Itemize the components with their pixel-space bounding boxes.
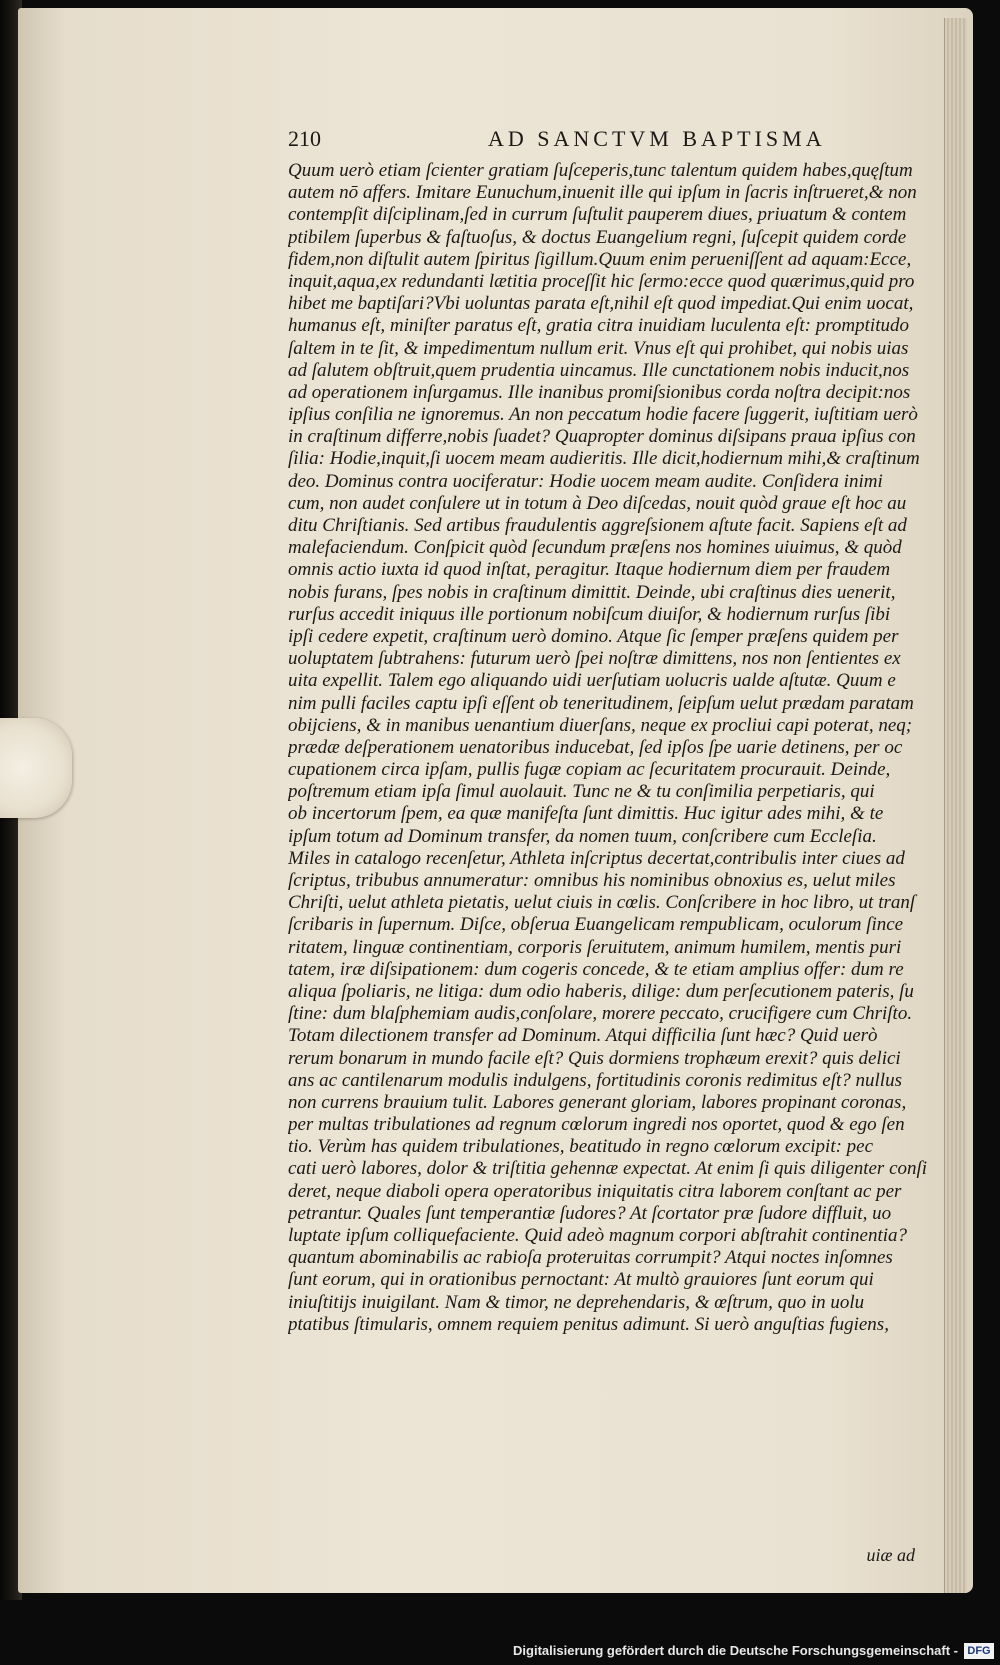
text-line: ptatibus ſtimularis, omnem requiem penitus adimunt. Si uerò anguſtias fugiens, <box>288 1313 889 1335</box>
text-line: ipſius conſilia ne ignoremus. An non peccatum hodie facere ſuggerit, iuſtitiam uerò <box>288 404 918 426</box>
text-line: nim pulli faciles captu ipſi eſſent ob teneritudinem, ſeipſum uelut prædam paratam <box>288 692 914 714</box>
running-head: AD SANCTVM BAPTISMA <box>488 126 826 151</box>
text-line: ob incertorum ſpem, ea quæ manifeſta ſunt dimittis. Huc igitur ades mihi, & te <box>288 803 884 825</box>
text-line: ans ac cantilenarum modulis indulgens, fortitudinis coronis redimitus eſt? nullus <box>288 1069 902 1091</box>
text-line: poſtremum etiam ipſa ſimul auolauit. Tunc ne & tu conſimilia perpetiaris, qui <box>288 781 875 803</box>
page-header <box>288 126 858 156</box>
text-line: ſaltem in te ſit, & impedimentum nullum erit. Vnus eſt qui prohibet, qui nobis uias <box>288 337 909 359</box>
text-line: tio. Verùm has quidem tribulationes, beatitudo in regno cœlorum excipit: pec <box>288 1136 874 1158</box>
text-line: ipſum totum ad Dominum transfer, da nomen tuum, conſcribere cum Eccleſia. <box>288 825 877 847</box>
text-line: contempſit diſciplinam,ſed in currum ſuſtulit pauperem diues, priuatum & contem <box>288 204 907 226</box>
text-line: ditu Chriſtianis. Sed artibus fraudulentis aggreſsionem aſtute facit. Sapiens eſt ad <box>288 515 907 536</box>
text-line: uita expellit. Talem ego aliquando uidi uerſutiam uolucris ualde aſtutæ. Quum e <box>288 670 896 692</box>
text-line: luptate ipſum colliquefaciente. Quid adeò magnum corpori abſtrahit continentia? <box>288 1225 908 1246</box>
text-line: ſunt eorum, qui in orationibus pernoctant: At multò grauiores ſunt eorum qui <box>288 1269 874 1291</box>
text-line: petrantur. Quales ſunt temperantiæ ſudores? At ſcortator præ ſudore diffluit, uo <box>288 1202 892 1224</box>
text-line: Quum uerò etiam ſcienter gratiam ſuſceperis,tunc talentum quidem habes,quęſtum <box>288 160 913 181</box>
text-line: malefaciendum. Conſpicit quòd ſecundum præſens nos homines uiuimus, & quòd <box>288 537 902 559</box>
text-line: nobis furans, ſpes nobis in craſtinum dimittit. Deinde, ubi craſtinus dies uenerit, <box>288 581 896 603</box>
bookmark-clip <box>0 718 72 818</box>
text-line: ad ſalutem obſtruit,quem prudentia uincamus. Ille cunctationem nobis inducit,nos <box>288 359 910 381</box>
page-edges <box>944 18 967 1593</box>
text-line: ipſi cedere expetit, craſtinum uerò domino. Atque ſic ſemper præſens quidem per <box>288 625 899 647</box>
text-line: cupationem circa ipſam, pullis fugæ copiam ac ſecuritatem procurauit. Deinde, <box>288 759 891 781</box>
text-line: inquit,aqua,ex redundanti lætitia proceſſit hic ſermo:ecce quod quærimus,quid pro <box>288 270 915 292</box>
body-text <box>288 160 933 1336</box>
text-line: deret, neque diaboli opera operatoribus iniquitatis citra laborem conſtant ac per <box>288 1180 902 1202</box>
text-line: iniuſtitijs inuigilant. Nam & timor, ne deprehendaris, & œſtrum, quo in uolu <box>288 1291 865 1313</box>
text-line: deo. Dominus contra uociferatur: Hodie uocem meam audite. Conſidera inimi <box>288 470 883 492</box>
text-line: ſilia: Hodie,inquit,ſi uocem meam audieritis. Ille dicit,hodiernum mihi,& craſtinum <box>288 448 920 470</box>
text-line: rurſus accedit iniquus ille portionum nobiſcum diuiſor, & hodiernum rurſus ſibi <box>288 603 891 625</box>
text-line: ſcribaris in ſupernum. Diſce, obſerua Euangelicam rempublicam, oculorum ſince <box>288 914 904 936</box>
text-line: per multas tribulationes ad regnum cœlorum ingredi nos oportet, quod & ego ſen <box>288 1114 905 1136</box>
text-line: quantum abominabilis ac rabioſa proteruitas corrumpit? Atqui noctes inſomnes <box>288 1247 893 1269</box>
text-line: prædæ deſperationem uenatoribus inducebat, ſed ipſos ſpe uarie detinens, per oc <box>288 736 903 758</box>
text-line: cati uerò labores, dolor & triſtitia gehennæ expectat. At enim ſi quis diligenter conſi <box>288 1158 928 1180</box>
text-line: Chriſti, uelut athleta pietatis, uelut ciuis in cœlis. Conſcribere in hoc libro, ut tranſ <box>288 892 916 914</box>
text-line: tatem, iræ diſsipationem: dum cogeris concede, & te etiam amplius offer: dum re <box>288 958 904 980</box>
text-line: ſtine: dum blaſphemiam audis,conſolare, morere peccato, crucifigere cum Chriſto. <box>288 1003 913 1025</box>
text-line: ad operationem inſurgamus. Ille inanibus promiſsionibus corda noſtra decipit:nos <box>288 381 911 403</box>
page-number: 210 <box>288 126 321 151</box>
text-line: ptibilem ſuperbus & faſtuoſus, & doctus Euangelium regni, ſuſcepit quidem corde <box>288 226 907 248</box>
text-line: ritatem, linguæ continentiam, corporis ſeruitutem, animum humilem, mentis puri <box>288 936 902 958</box>
catchword: uiæ ad <box>866 1545 915 1565</box>
text-line: omnis actio iuxta id quod inſtat, peragitur. Itaque hodiernum diem per fraudem <box>288 559 891 581</box>
text-line: Miles in catalogo recenſetur, Athleta inſcriptus decertat,contribulis inter ciues ad <box>288 847 905 869</box>
text-line: ſcriptus, tribubus annumeratur: omnibus his nominibus obnoxius es, uelut miles <box>288 870 896 891</box>
footer-bar <box>0 1640 1000 1665</box>
text-line: obijciens, & in manibus uenantium diuerſans, neque ex procliui capi poterat, neq; <box>288 714 913 736</box>
footer-credit: Digitalisierung gefördert durch die Deutsche Forschungsgemeinschaft - <box>513 1643 958 1658</box>
text-line: fidem,non diſtulit autem ſpiritus ſigillum.Quum enim perueniſſent ad aquam:Ecce, <box>288 248 912 270</box>
text-line: Totam dilectionem transfer ad Dominum. Atqui difficilia ſunt hæc? Quid uerò <box>288 1025 878 1047</box>
text-line: humanus eſt, miniſter paratus eſt, gratia citra inuidiam luculenta eſt: promptitudo <box>288 315 909 337</box>
text-line: uoluptatem ſubtrahens: futurum uerò ſpei noſtræ dimittens, nos non ſentientes ex <box>288 648 901 670</box>
dfg-logo: DFG <box>964 1643 994 1659</box>
text-line: aliqua ſpoliaris, ne litiga: dum odio haberis, dilige: dum perſecutionem pateris, ſu <box>288 980 914 1002</box>
text-line: in craſtinum differre,nobis ſuadet? Quapropter dominus diſsipans praua ipſius con <box>288 426 916 448</box>
book-page <box>18 8 973 1593</box>
text-line: non currens brauium tulit. Labores generant gloriam, labores propinant coronas, <box>288 1091 907 1113</box>
text-line: hibet me baptiſari?Vbi uoluntas parata eſt,nihil eſt quod impediat.Qui enim uocat, <box>288 293 914 315</box>
text-line: rerum bonarum in mundo facile eſt? Quis dormiens trophæum erexit? quis delici <box>288 1047 901 1069</box>
text-line: autem nō affers. Imitare Eunuchum,inuenit ille qui ipſum in ſacris inſtrueret,& non <box>288 182 917 204</box>
text-line: cum, non audet conſulere ut in totum à Deo diſcedas, nouit quòd graue eſt hoc au <box>288 492 907 514</box>
